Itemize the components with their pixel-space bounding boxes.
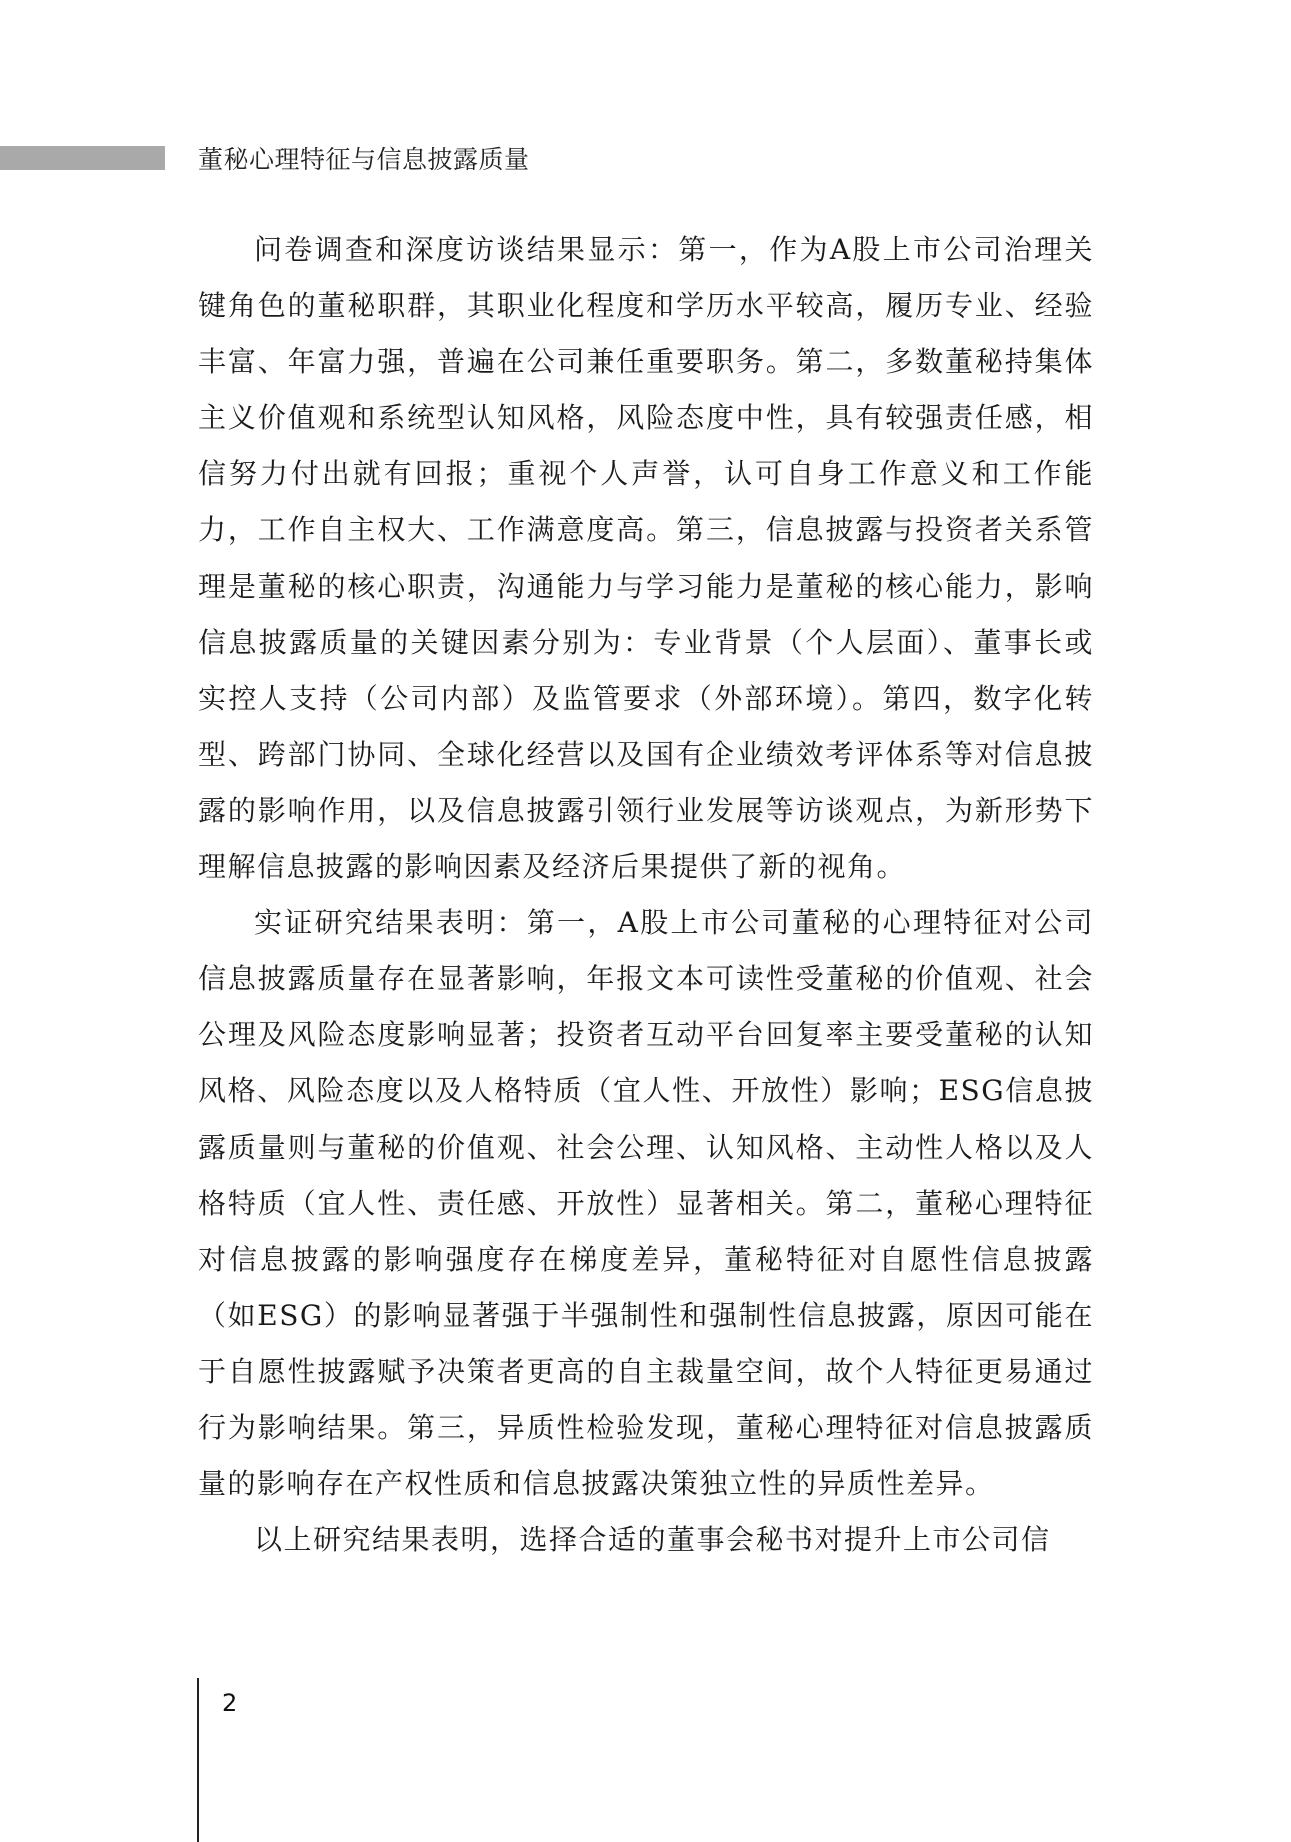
footer-vertical-rule (197, 1678, 199, 1842)
paragraph-conclusion: 以上研究结果表明，选择合适的董事会秘书对提升上市公司信 (254, 1523, 1051, 1557)
paragraph-empirical-results: 实证研究结果表明：第一，A股上市公司董秘的心理特征对公司信息披露质量存在显著影响，年报文本可读性受董秘的价值观、社会公理及风险态度影响显著；投资者互动平台回复率主要受董秘的认知风格、风险态度以及人格特质（宜人性、开放性）影响；ESG信息披露质量则与董秘的价值观、社会公理、认知风格、主动性人格以及人格特质（宜人性、责任感、开放性）显著相关。第二，董秘心理特征对信息披露的影响强度存在梯度差异，董秘特征对自愿性信息披露（如ESG）的影响显著强于半强制性和强制性信息披露，原因可能在于自愿性披露赋予决策者更高的自主裁量空间，故个人特征更易通过行为影响结果。第三，异质性检验发现，董秘心理特征对信息披露质量的影响存在产权性质和信息披露决策独立性的异质性差异。 (198, 906, 1094, 1501)
header-gray-bar (0, 146, 165, 170)
running-head-title: 董秘心理特征与信息披露质量 (198, 145, 530, 174)
paragraph-survey-results: 问卷调查和深度访谈结果显示：第一，作为A股上市公司治理关键角色的董秘职群，其职业化程度和学历水平较高，履历专业、经验丰富、年富力强，普遍在公司兼任重要职务。第二，多数董秘持集体主义价值观和系统型认知风格，风险态度中性，具有较强责任感，相信努力付出就有回报；重视个人声誉，认可自身工作意义和工作能力，工作自主权大、工作满意度高。第三，信息披露与投资者关系管理是董秘的核心职责，沟通能力与学习能力是董秘的核心能力，影响信息披露质量的关键因素分别为：专业背景（个人层面）、董事长或实控人支持（公司内部）及监管要求（外部环境）。第四，数字化转型、跨部门协同、全球化经营以及国有企业绩效考评体系等对信息披露的影响作用，以及信息披露引领行业发展等访谈观点，为新形势下理解信息披露的影响因素及经济后果提供了新的视角。 (198, 233, 1094, 884)
page-number: 2 (222, 1689, 238, 1717)
body-text (198, 222, 1094, 1568)
